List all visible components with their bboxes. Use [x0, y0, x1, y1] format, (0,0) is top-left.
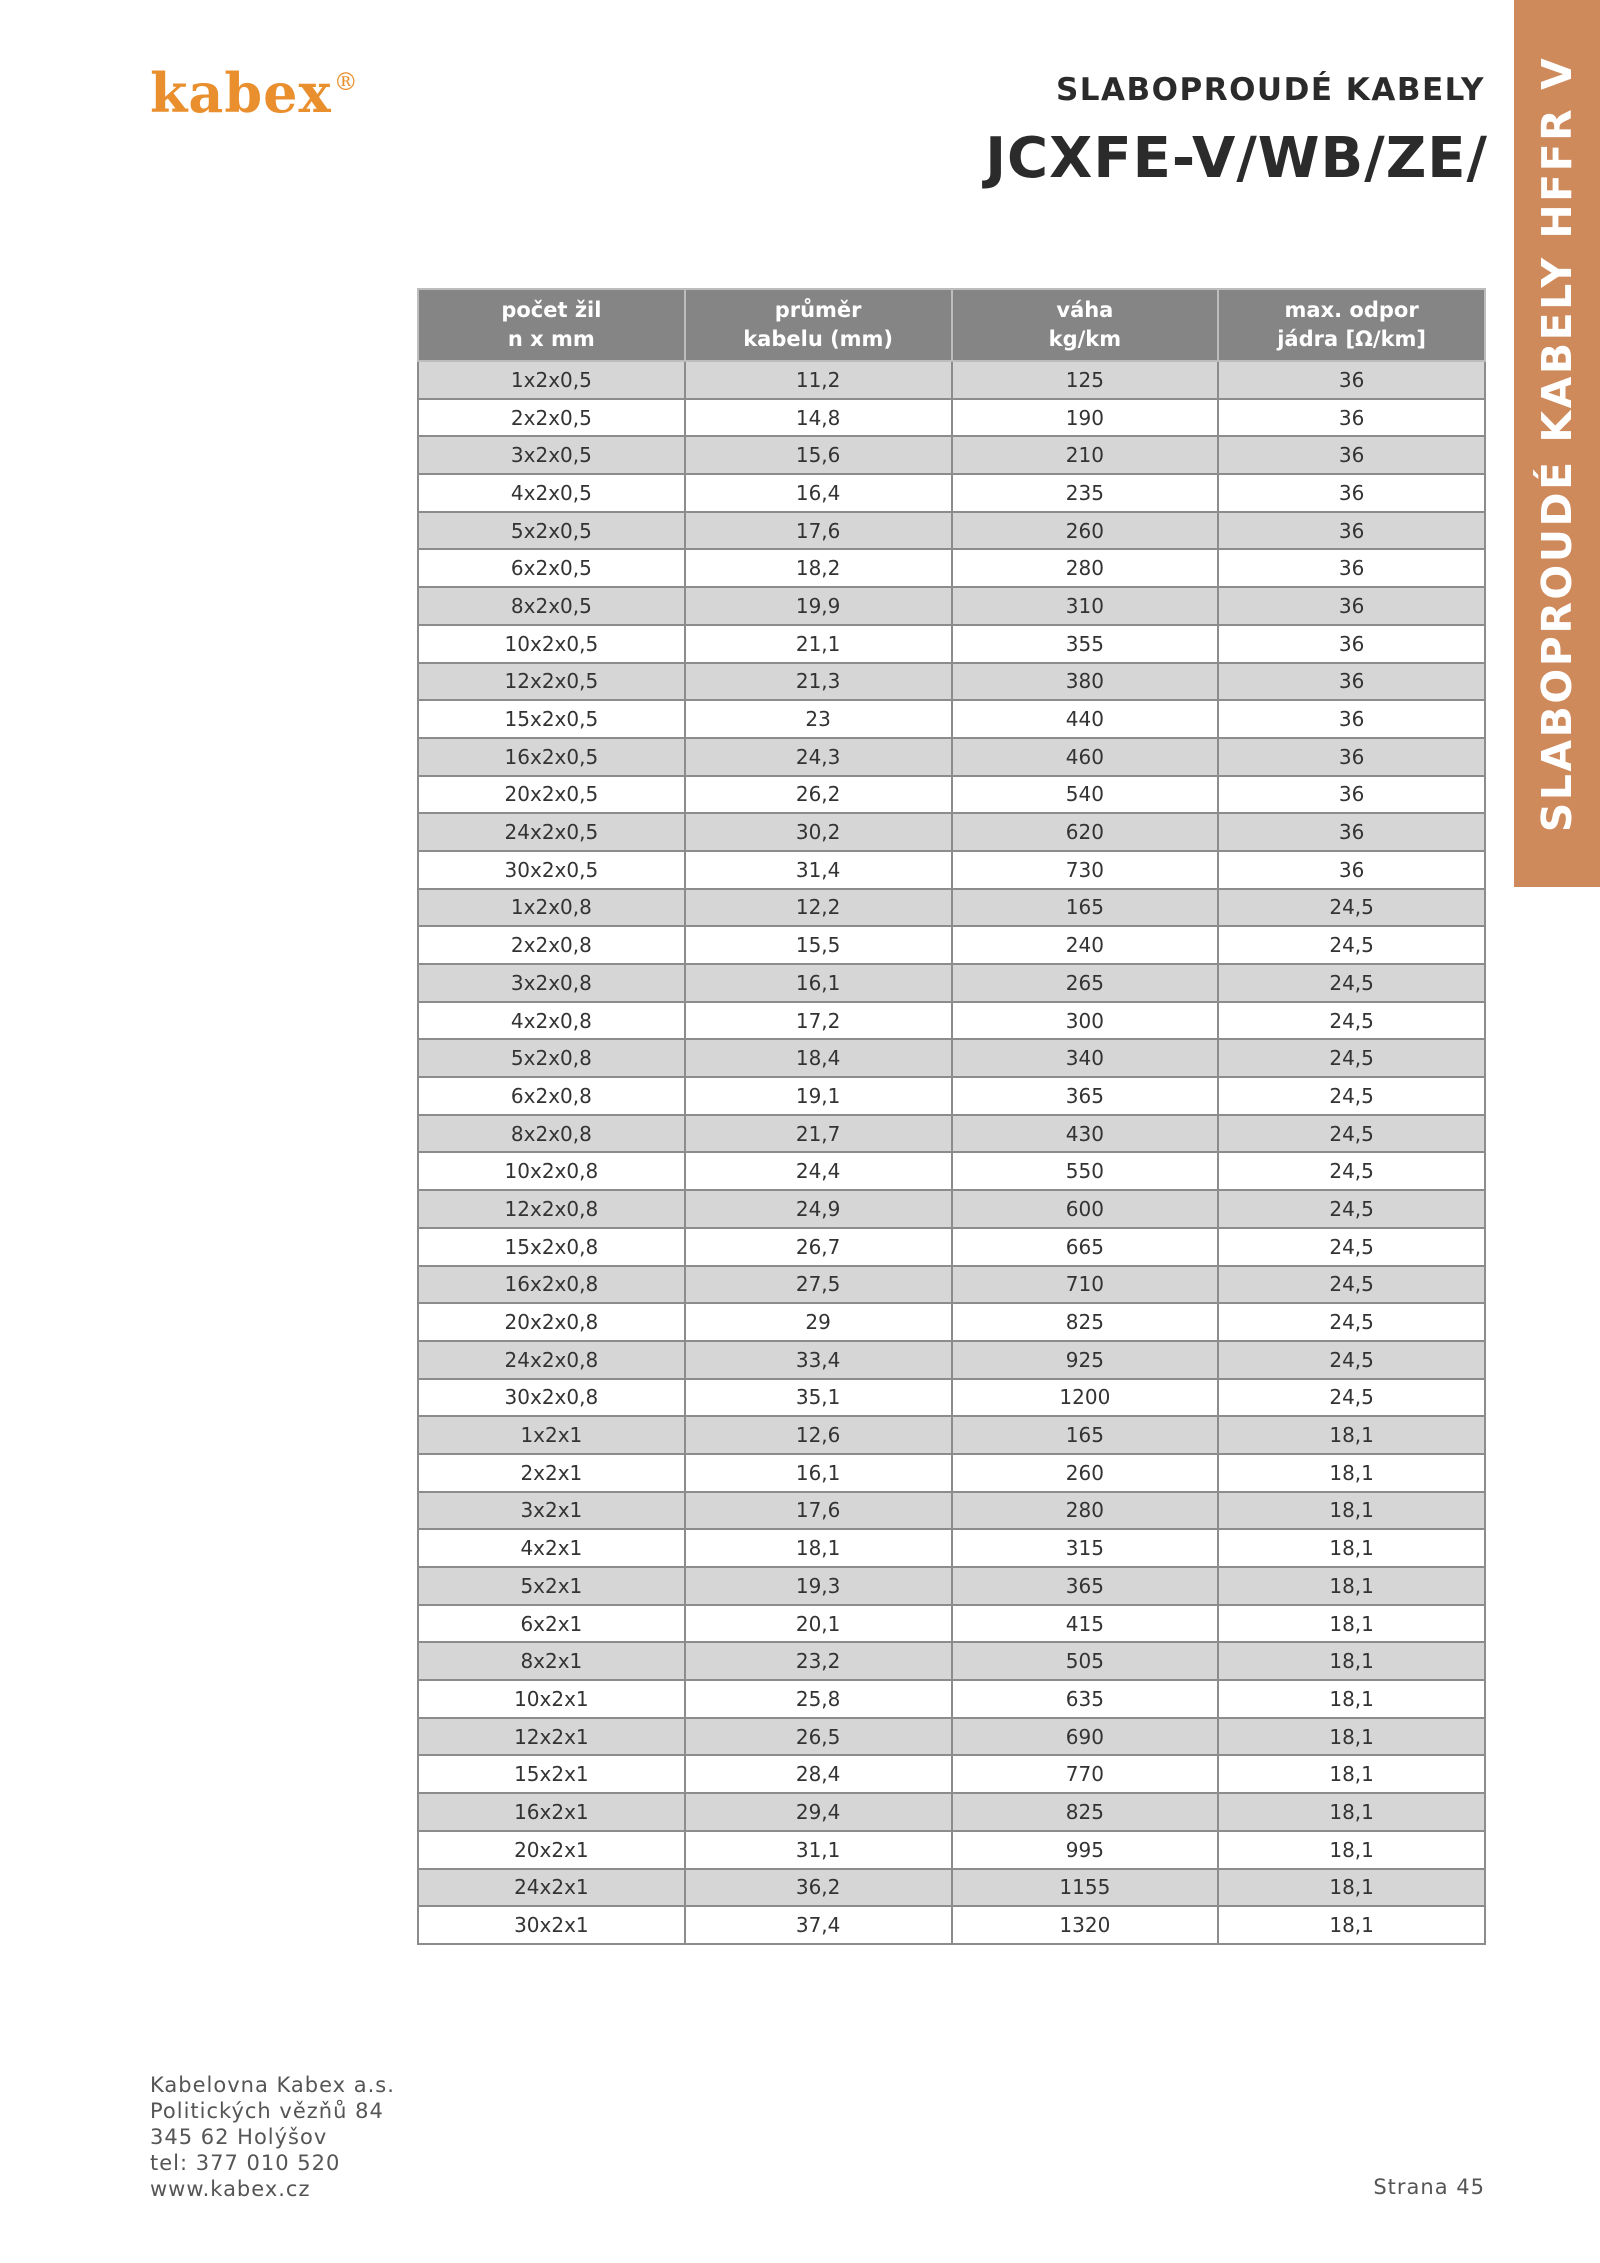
- address-city: 345 62 Holýšov: [150, 2125, 328, 2149]
- table-row: [418, 1755, 1485, 1793]
- table-cell: 16,1: [685, 1454, 952, 1492]
- table-cell: 620: [952, 813, 1219, 851]
- table-cell: 24,5: [1218, 1303, 1485, 1341]
- table-cell: 30x2x0,5: [418, 851, 685, 889]
- table-cell: 1320: [952, 1906, 1219, 1944]
- table-cell: 29,4: [685, 1793, 952, 1831]
- table-cell: 20x2x0,5: [418, 776, 685, 814]
- table-row: [418, 1002, 1485, 1040]
- table-cell: 24,5: [1218, 1039, 1485, 1077]
- table-cell: 11,2: [685, 361, 952, 399]
- table-cell: 20x2x0,8: [418, 1303, 685, 1341]
- table-row: [418, 1077, 1485, 1115]
- table-row: [418, 1228, 1485, 1266]
- table-cell: 30,2: [685, 813, 952, 851]
- table-cell: 15x2x1: [418, 1755, 685, 1793]
- table-cell: 24,5: [1218, 1077, 1485, 1115]
- header-diameter: průměr kabelu (mm): [685, 289, 952, 361]
- table-row: [418, 1718, 1485, 1756]
- table-row: [418, 1341, 1485, 1379]
- table-cell: 665: [952, 1228, 1219, 1266]
- table-cell: 5x2x0,8: [418, 1039, 685, 1077]
- table-cell: 690: [952, 1718, 1219, 1756]
- table-cell: 36: [1218, 512, 1485, 550]
- table-row: [418, 436, 1485, 474]
- table-cell: 995: [952, 1831, 1219, 1869]
- cable-spec-table: [417, 288, 1486, 1945]
- table-cell: 31,1: [685, 1831, 952, 1869]
- table-cell: 18,1: [1218, 1680, 1485, 1718]
- table-cell: 12x2x0,8: [418, 1190, 685, 1228]
- table-cell: 24x2x1: [418, 1869, 685, 1907]
- table-cell: 26,2: [685, 776, 952, 814]
- table-cell: 12x2x1: [418, 1718, 685, 1756]
- table-row: [418, 1529, 1485, 1567]
- table-cell: 16,4: [685, 474, 952, 512]
- table-cell: 165: [952, 889, 1219, 927]
- table-cell: 280: [952, 549, 1219, 587]
- table-cell: 825: [952, 1793, 1219, 1831]
- table-cell: 6x2x0,8: [418, 1077, 685, 1115]
- table-cell: 415: [952, 1605, 1219, 1643]
- table-cell: 36: [1218, 549, 1485, 587]
- table-cell: 730: [952, 851, 1219, 889]
- table-row: [418, 1454, 1485, 1492]
- table-cell: 24,5: [1218, 926, 1485, 964]
- table-cell: 30x2x0,8: [418, 1379, 685, 1417]
- table-cell: 36: [1218, 738, 1485, 776]
- table-cell: 240: [952, 926, 1219, 964]
- table-row: [418, 587, 1485, 625]
- table-cell: 1155: [952, 1869, 1219, 1907]
- table-row: [418, 700, 1485, 738]
- address-website[interactable]: www.kabex.cz: [150, 2177, 311, 2201]
- table-cell: 15x2x0,8: [418, 1228, 685, 1266]
- table-row: [418, 926, 1485, 964]
- table-cell: 18,2: [685, 549, 952, 587]
- table-cell: 24,5: [1218, 1152, 1485, 1190]
- table-row: [418, 851, 1485, 889]
- company-logo: [150, 61, 359, 125]
- table-cell: 8x2x0,5: [418, 587, 685, 625]
- table-cell: 16x2x1: [418, 1793, 685, 1831]
- table-cell: 24,5: [1218, 1228, 1485, 1266]
- table-cell: 460: [952, 738, 1219, 776]
- table-cell: 710: [952, 1266, 1219, 1304]
- table-row: [418, 889, 1485, 927]
- table-cell: 165: [952, 1416, 1219, 1454]
- header-weight: váha kg/km: [952, 289, 1219, 361]
- table-cell: 10x2x0,8: [418, 1152, 685, 1190]
- category-title: SLABOPROUDÉ KABELY: [1055, 72, 1485, 108]
- table-cell: 18,4: [685, 1039, 952, 1077]
- logo-text: kabex: [150, 61, 332, 125]
- table-cell: 4x2x0,5: [418, 474, 685, 512]
- table-cell: 12x2x0,5: [418, 663, 685, 701]
- table-row: [418, 1680, 1485, 1718]
- table-cell: 23,2: [685, 1642, 952, 1680]
- table-row: [418, 1416, 1485, 1454]
- table-row: [418, 512, 1485, 550]
- table-cell: 1x2x0,5: [418, 361, 685, 399]
- table-cell: 14,8: [685, 399, 952, 437]
- table-cell: 365: [952, 1567, 1219, 1605]
- table-cell: 17,6: [685, 1492, 952, 1530]
- table-cell: 16x2x0,8: [418, 1266, 685, 1304]
- table-cell: 36: [1218, 851, 1485, 889]
- table-cell: 355: [952, 625, 1219, 663]
- company-address: [150, 2072, 395, 2202]
- table-cell: 1200: [952, 1379, 1219, 1417]
- table-row: [418, 1869, 1485, 1907]
- table-cell: 600: [952, 1190, 1219, 1228]
- table-row: [418, 1793, 1485, 1831]
- page-number: Strana 45: [1373, 2175, 1485, 2199]
- table-row: [418, 1906, 1485, 1944]
- address-company: Kabelovna Kabex a.s.: [150, 2073, 395, 2097]
- table-cell: 18,1: [685, 1529, 952, 1567]
- table-cell: 260: [952, 1454, 1219, 1492]
- table-cell: 825: [952, 1303, 1219, 1341]
- table-cell: 12,6: [685, 1416, 952, 1454]
- table-cell: 340: [952, 1039, 1219, 1077]
- table-row: [418, 1266, 1485, 1304]
- table-cell: 33,4: [685, 1341, 952, 1379]
- table-cell: 550: [952, 1152, 1219, 1190]
- table-row: [418, 1039, 1485, 1077]
- table-cell: 235: [952, 474, 1219, 512]
- table-row: [418, 1190, 1485, 1228]
- table-cell: 925: [952, 1341, 1219, 1379]
- table-cell: 18,1: [1218, 1454, 1485, 1492]
- table-cell: 36: [1218, 399, 1485, 437]
- table-cell: 26,7: [685, 1228, 952, 1266]
- table-cell: 24,5: [1218, 1002, 1485, 1040]
- table-cell: 430: [952, 1115, 1219, 1153]
- table-cell: 265: [952, 964, 1219, 1002]
- table-cell: 21,7: [685, 1115, 952, 1153]
- table-cell: 1x2x0,8: [418, 889, 685, 927]
- table-row: [418, 776, 1485, 814]
- table-row: [418, 474, 1485, 512]
- table-cell: 4x2x0,8: [418, 1002, 685, 1040]
- table-cell: 3x2x0,5: [418, 436, 685, 474]
- table-cell: 26,5: [685, 1718, 952, 1756]
- table-row: [418, 1642, 1485, 1680]
- table-cell: 35,1: [685, 1379, 952, 1417]
- table-cell: 24x2x0,5: [418, 813, 685, 851]
- table-cell: 19,1: [685, 1077, 952, 1115]
- table-cell: 6x2x1: [418, 1605, 685, 1643]
- table-cell: 6x2x0,5: [418, 549, 685, 587]
- table-cell: 24,5: [1218, 1341, 1485, 1379]
- table-cell: 19,3: [685, 1567, 952, 1605]
- table-cell: 30x2x1: [418, 1906, 685, 1944]
- table-row: [418, 1492, 1485, 1530]
- table-cell: 19,9: [685, 587, 952, 625]
- table-cell: 2x2x0,5: [418, 399, 685, 437]
- table-cell: 18,1: [1218, 1718, 1485, 1756]
- table-cell: 18,1: [1218, 1529, 1485, 1567]
- table-cell: 380: [952, 663, 1219, 701]
- table-row: [418, 1152, 1485, 1190]
- table-cell: 24,5: [1218, 1266, 1485, 1304]
- table-cell: 29: [685, 1303, 952, 1341]
- address-street: Politických vězňů 84: [150, 2099, 384, 2123]
- table-cell: 10x2x0,5: [418, 625, 685, 663]
- address-phone: tel: 377 010 520: [150, 2151, 341, 2175]
- table-cell: 540: [952, 776, 1219, 814]
- table-cell: 18,1: [1218, 1567, 1485, 1605]
- table-row: [418, 1115, 1485, 1153]
- table-cell: 440: [952, 700, 1219, 738]
- table-cell: 36: [1218, 663, 1485, 701]
- table-cell: 300: [952, 1002, 1219, 1040]
- table-cell: 24,5: [1218, 1115, 1485, 1153]
- table-cell: 18,1: [1218, 1605, 1485, 1643]
- table-cell: 31,4: [685, 851, 952, 889]
- table-cell: 27,5: [685, 1266, 952, 1304]
- table-cell: 24,5: [1218, 1379, 1485, 1417]
- table-body: [418, 361, 1485, 1944]
- table-row: [418, 625, 1485, 663]
- table-row: [418, 1831, 1485, 1869]
- table-cell: 18,1: [1218, 1492, 1485, 1530]
- table-cell: 15x2x0,5: [418, 700, 685, 738]
- table-cell: 1x2x1: [418, 1416, 685, 1454]
- table-cell: 36: [1218, 813, 1485, 851]
- table-cell: 16,1: [685, 964, 952, 1002]
- table-cell: 20x2x1: [418, 1831, 685, 1869]
- table-row: [418, 1605, 1485, 1643]
- table-cell: 18,1: [1218, 1416, 1485, 1454]
- table-row: [418, 813, 1485, 851]
- table-cell: 210: [952, 436, 1219, 474]
- table-cell: 310: [952, 587, 1219, 625]
- table-header-row: [418, 289, 1485, 361]
- table-cell: 21,3: [685, 663, 952, 701]
- table-cell: 280: [952, 1492, 1219, 1530]
- table-cell: 24,5: [1218, 889, 1485, 927]
- table-cell: 23: [685, 700, 952, 738]
- table-cell: 28,4: [685, 1755, 952, 1793]
- table-cell: 18,1: [1218, 1869, 1485, 1907]
- table-cell: 36: [1218, 625, 1485, 663]
- table-cell: 365: [952, 1077, 1219, 1115]
- table-cell: 18,1: [1218, 1906, 1485, 1944]
- side-category-tab: [1514, 0, 1600, 887]
- table-row: [418, 549, 1485, 587]
- table-cell: 15,6: [685, 436, 952, 474]
- header-resistance: max. odpor jádra [Ω/km]: [1218, 289, 1485, 361]
- table-cell: 10x2x1: [418, 1680, 685, 1718]
- table-cell: 505: [952, 1642, 1219, 1680]
- table-row: [418, 964, 1485, 1002]
- table-cell: 24,5: [1218, 964, 1485, 1002]
- table-row: [418, 361, 1485, 399]
- table-cell: 17,2: [685, 1002, 952, 1040]
- table-cell: 36: [1218, 587, 1485, 625]
- registered-mark: ®: [333, 68, 359, 96]
- table-cell: 21,1: [685, 625, 952, 663]
- table-cell: 3x2x1: [418, 1492, 685, 1530]
- table-cell: 20,1: [685, 1605, 952, 1643]
- table-cell: 770: [952, 1755, 1219, 1793]
- table-cell: 24x2x0,8: [418, 1341, 685, 1379]
- table-cell: 5x2x1: [418, 1567, 685, 1605]
- side-tab-label: SLABOPROUDÉ KABELY HFFR V: [1533, 55, 1581, 833]
- table-cell: 4x2x1: [418, 1529, 685, 1567]
- table-cell: 260: [952, 512, 1219, 550]
- table-row: [418, 663, 1485, 701]
- table-cell: 3x2x0,8: [418, 964, 685, 1002]
- table-cell: 37,4: [685, 1906, 952, 1944]
- table-cell: 36: [1218, 436, 1485, 474]
- table-cell: 36: [1218, 361, 1485, 399]
- table-cell: 5x2x0,5: [418, 512, 685, 550]
- table-cell: 16x2x0,5: [418, 738, 685, 776]
- table-cell: 12,2: [685, 889, 952, 927]
- table-cell: 36: [1218, 474, 1485, 512]
- table-cell: 125: [952, 361, 1219, 399]
- table-cell: 15,5: [685, 926, 952, 964]
- table-row: [418, 738, 1485, 776]
- table-cell: 24,9: [685, 1190, 952, 1228]
- table-cell: 2x2x1: [418, 1454, 685, 1492]
- table-cell: 36: [1218, 776, 1485, 814]
- table-cell: 18,1: [1218, 1642, 1485, 1680]
- table-cell: 36,2: [685, 1869, 952, 1907]
- table-cell: 8x2x0,8: [418, 1115, 685, 1153]
- table-cell: 24,5: [1218, 1190, 1485, 1228]
- product-title: JCXFE-V/WB/ZE/: [985, 126, 1488, 191]
- table-cell: 24,3: [685, 738, 952, 776]
- header-cores: počet žil n x mm: [418, 289, 685, 361]
- table-row: [418, 1303, 1485, 1341]
- table-cell: 315: [952, 1529, 1219, 1567]
- table-row: [418, 1567, 1485, 1605]
- table-row: [418, 399, 1485, 437]
- table-cell: 36: [1218, 700, 1485, 738]
- table-cell: 25,8: [685, 1680, 952, 1718]
- table-cell: 18,1: [1218, 1793, 1485, 1831]
- table-cell: 17,6: [685, 512, 952, 550]
- table-cell: 635: [952, 1680, 1219, 1718]
- table-cell: 24,4: [685, 1152, 952, 1190]
- table-cell: 18,1: [1218, 1831, 1485, 1869]
- table-row: [418, 1379, 1485, 1417]
- table-cell: 2x2x0,8: [418, 926, 685, 964]
- table-cell: 18,1: [1218, 1755, 1485, 1793]
- table-cell: 190: [952, 399, 1219, 437]
- table-cell: 8x2x1: [418, 1642, 685, 1680]
